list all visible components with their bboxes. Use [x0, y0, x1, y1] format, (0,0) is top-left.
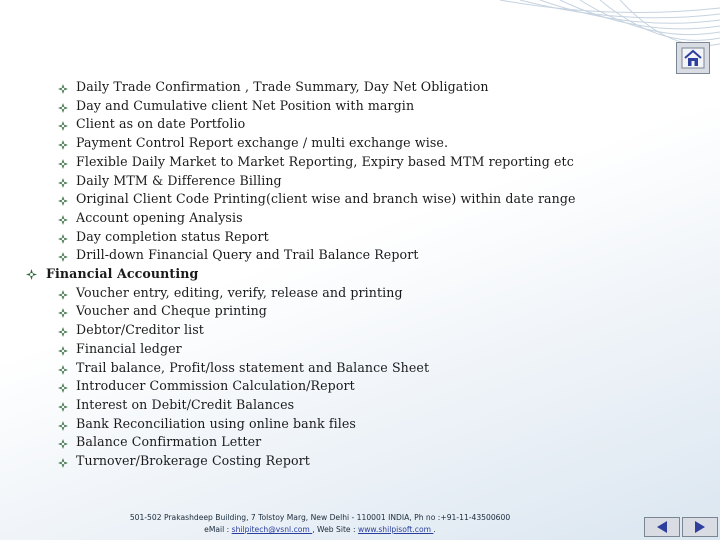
list-item	[76, 173, 282, 189]
list-item	[76, 247, 419, 263]
bullet-icon	[58, 437, 68, 447]
bullet-icon	[58, 456, 68, 466]
list-item	[76, 303, 267, 319]
list-item-label: Original Client Code Printing(client wise and branch wise) within date range	[76, 191, 576, 207]
section-heading	[46, 266, 198, 282]
list-item	[76, 322, 204, 338]
home-button[interactable]	[676, 42, 710, 74]
list-item	[76, 416, 356, 432]
bullet-icon	[58, 344, 68, 354]
list-item	[76, 378, 355, 394]
bullet-icon	[58, 138, 68, 148]
bullet-icon	[26, 268, 37, 279]
footer-web-label: , Web Site :	[312, 525, 358, 534]
bullet-icon	[58, 213, 68, 223]
footer	[0, 512, 640, 536]
footer-end: .	[433, 525, 436, 534]
bullet-icon	[58, 194, 68, 204]
bullet-icon	[58, 119, 68, 129]
bullet-icon	[58, 306, 68, 316]
list-item	[76, 210, 243, 226]
list-item-label: Financial ledger	[76, 340, 182, 356]
list-item-label: Day and Cumulative client Net Position with margin	[76, 97, 415, 113]
list-item	[76, 434, 261, 450]
next-slide-icon	[690, 520, 710, 534]
list-item	[76, 229, 269, 245]
bullet-icon	[58, 176, 68, 186]
list-item-label: Balance Confirmation Letter	[76, 434, 262, 450]
bullet-icon	[58, 250, 68, 260]
list-item	[76, 453, 310, 469]
list-item-label: Trail balance, Profit/loss statement and Balance Sheet	[76, 359, 430, 375]
bullet-icon	[58, 363, 68, 373]
footer-email-link[interactable]: shilpitech@vsnl.com	[231, 525, 313, 534]
footer-email-label: eMail :	[204, 525, 232, 534]
list-item-label: Account opening Analysis	[76, 209, 243, 225]
list-item-label: Interest on Debit/Credit Balances	[76, 396, 295, 412]
bullet-icon	[58, 232, 68, 242]
list-item	[76, 135, 448, 151]
list-item-label: Day completion status Report	[76, 228, 269, 244]
list-item	[76, 341, 182, 357]
list-item-label: Client as on date Portfolio	[76, 116, 246, 132]
list-item-label: Debtor/Creditor list	[76, 322, 204, 338]
list-item-label: Voucher entry, editing, verify, release and printing	[76, 284, 403, 300]
list-item	[76, 360, 429, 376]
previous-slide-button[interactable]	[644, 517, 680, 537]
list-item-label: Flexible Daily Market to Market Reporting, Expiry based MTM reporting etc	[76, 153, 574, 169]
list-item	[76, 79, 489, 95]
list-item-label: Payment Control Report exchange / multi exchange wise.	[76, 135, 449, 151]
bullet-icon	[58, 400, 68, 410]
footer-contact	[0, 524, 640, 536]
footer-address: 501-502 Prakashdeep Building, 7 Tolstoy Marg, New Delhi - 110001 INDIA, Ph no :+91-11-43500600	[129, 513, 511, 522]
bullet-icon	[58, 82, 68, 92]
next-slide-button[interactable]	[682, 517, 718, 537]
list-item	[76, 98, 414, 114]
list-item-label: Daily Trade Confirmation , Trade Summary, Day Net Obligation	[76, 79, 489, 94]
list-item	[76, 116, 245, 132]
bullet-icon	[58, 325, 68, 335]
list-item-label: Bank Reconciliation using online bank files	[76, 415, 356, 431]
list-item-label: Turnover/Brokerage Costing Report	[76, 453, 310, 468]
section-heading-label: Financial Accounting	[46, 266, 199, 281]
footer-web-link[interactable]: www.shilpisoft.com	[357, 525, 434, 534]
list-item	[76, 397, 294, 413]
list-item-label: Drill-down Financial Query and Trail Balance Report	[76, 247, 419, 263]
bullet-icon	[58, 419, 68, 429]
bullet-icon	[58, 381, 68, 391]
bullet-icon	[58, 288, 68, 298]
list-item	[76, 285, 403, 301]
bullet-icon	[58, 101, 68, 111]
list-item	[76, 191, 576, 207]
home-icon	[681, 47, 705, 69]
list-item	[76, 154, 574, 170]
list-item-label: Daily MTM & Difference Billing	[76, 172, 282, 188]
list-item-label: Voucher and Cheque printing	[76, 303, 267, 319]
previous-slide-icon	[652, 520, 672, 534]
bullet-icon	[58, 157, 68, 167]
list-item-label: Introducer Commission Calculation/Report	[76, 378, 355, 394]
